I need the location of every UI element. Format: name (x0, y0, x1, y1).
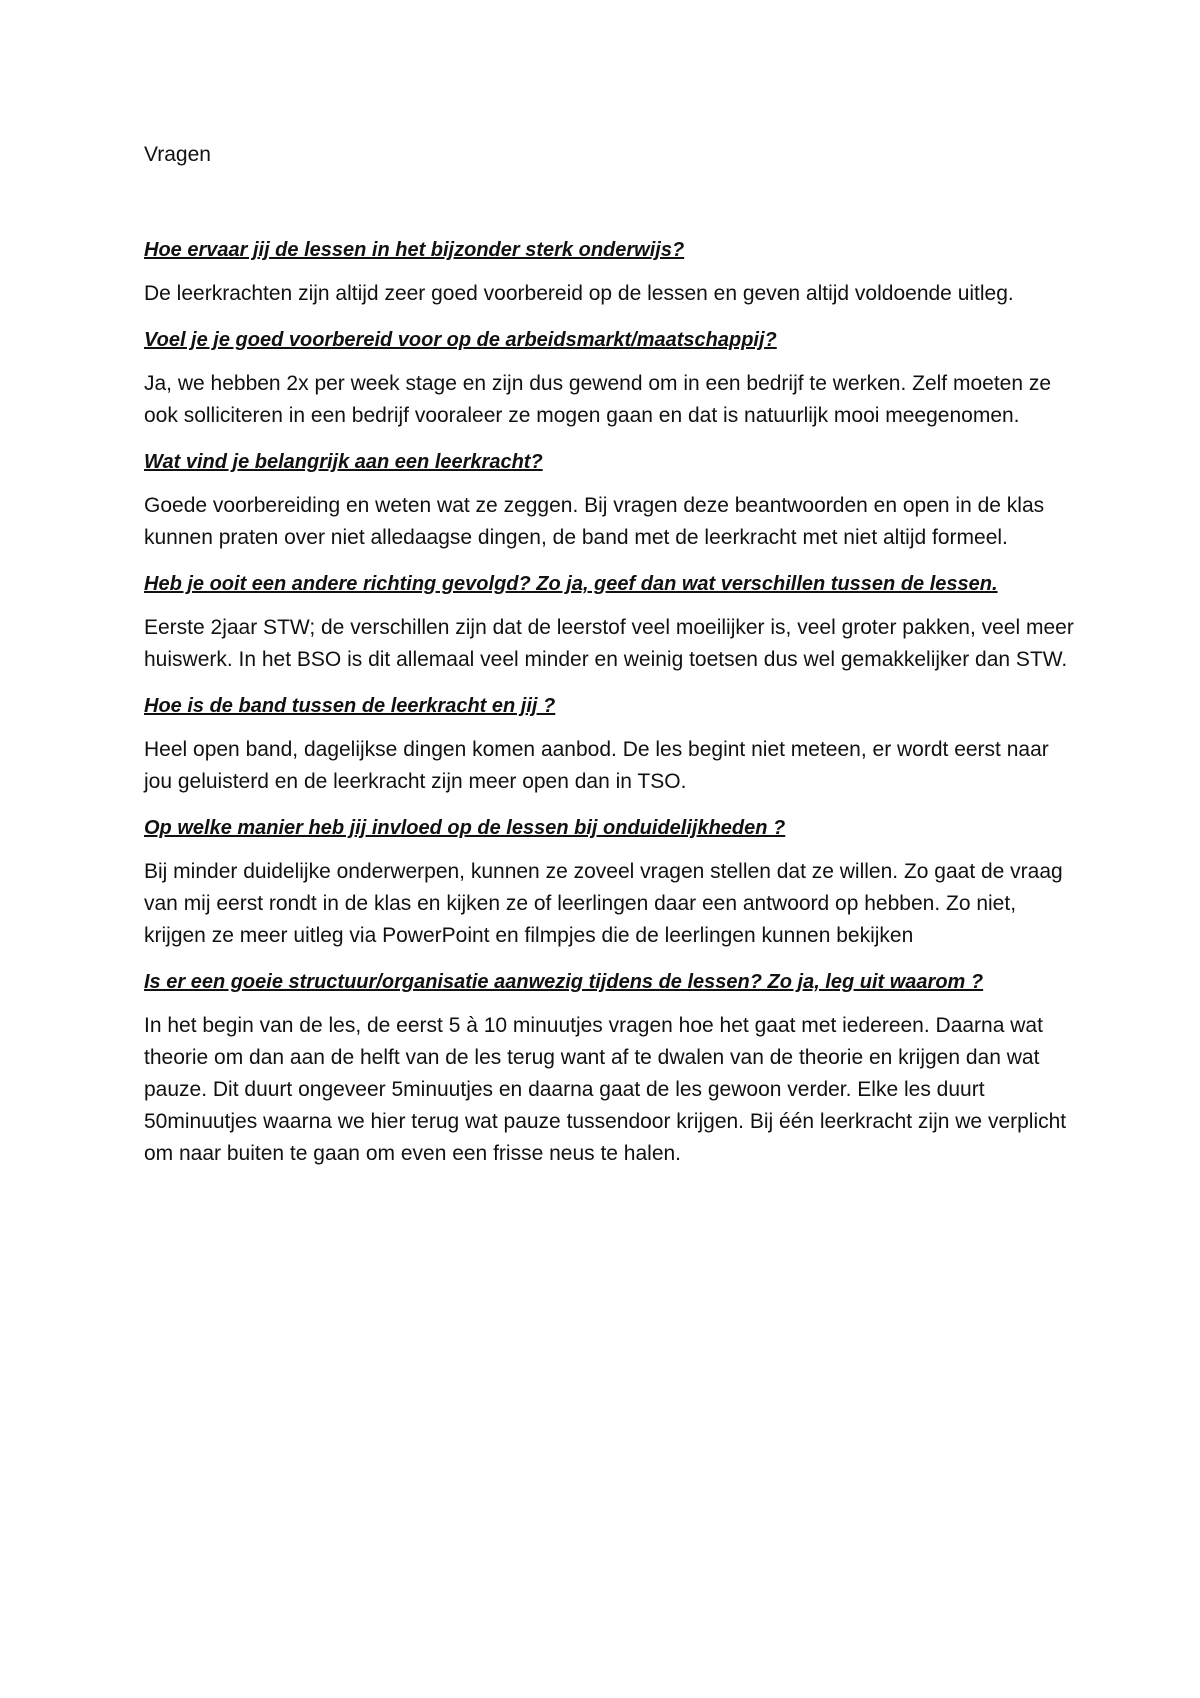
question-3: Wat vind je belangrijk aan een leerkracht? (144, 451, 543, 473)
qa-block-2 (144, 326, 1074, 432)
qa-block-6 (144, 814, 1074, 952)
answer-7: In het begin van de les, de eerst 5 à 10 minuutjes vragen hoe het gaat met iedereen. Daarna wat theorie om dan aan de helft van de les terug want af te dwalen van de theorie en krijgen dan wat pauze. Dit duurt ongeveer 5minuutjes en daarna gaat de les gewoon verder. Elke les duurt 50minuutjes waarna we hier terug wat pauze tussendoor krijgen. Bij één leerkracht zijn we verplicht om naar buiten te gaan om even een frisse neus te halen. (144, 1014, 1067, 1165)
question-6: Op welke manier heb jij invloed op de lessen bij onduidelijkheden ? (144, 817, 786, 839)
question-2: Voel je je goed voorbereid voor op de arbeidsmarkt/maatschappij? (144, 329, 777, 351)
qa-block-4 (144, 570, 1074, 676)
document-page (144, 140, 1074, 1186)
answer-3: Goede voorbereiding en weten wat ze zeggen. Bij vragen deze beantwoorden en open in de klas kunnen praten over niet alledaagse dingen, de band met de leerkracht met niet altijd formeel. (144, 494, 1045, 549)
answer-2: Ja, we hebben 2x per week stage en zijn dus gewend om in een bedrijf te werken. Zelf moeten ze ook solliciteren in een bedrijf vooraleer ze mogen gaan en dat is natuurlijk mooi meegenomen. (144, 372, 1052, 427)
answer-5: Heel open band, dagelijkse dingen komen aanbod. De les begint niet meteen, er wordt eerst naar jou geluisterd en de leerkracht zijn meer open dan in TSO. (144, 738, 1049, 793)
question-4: Heb je ooit een andere richting gevolgd? Zo ja, geef dan wat verschillen tussen de lessen. (144, 573, 998, 595)
question-7: Is er een goeie structuur/organisatie aanwezig tijdens de lessen? Zo ja, leg uit waarom ? (144, 971, 984, 993)
qa-block-5 (144, 692, 1074, 798)
question-1: Hoe ervaar jij de lessen in het bijzonder sterk onderwijs? (144, 239, 685, 261)
answer-6: Bij minder duidelijke onderwerpen, kunnen ze zoveel vragen stellen dat ze willen. Zo gaat de vraag van mij eerst rondt in de klas en kijken ze of leerlingen daar een antwoord op hebben. Zo niet, krijgen ze meer uitleg via PowerPoint en filmpjes die de leerlingen kunnen bekijken (144, 860, 1063, 947)
qa-block-3 (144, 448, 1074, 554)
qa-block-1 (144, 236, 1074, 310)
answer-1: De leerkrachten zijn altijd zeer goed voorbereid op de lessen en geven altijd voldoende uitleg. (144, 282, 1014, 305)
answer-4: Eerste 2jaar STW; de verschillen zijn dat de leerstof veel moeilijker is, veel groter pakken, veel meer huiswerk. In het BSO is dit allemaal veel minder en weinig toetsen dus wel gemakkelijker dan STW. (144, 616, 1074, 671)
document-title: Vragen (144, 143, 211, 166)
question-5: Hoe is de band tussen de leerkracht en jij ? (144, 695, 556, 717)
qa-block-7 (144, 968, 1074, 1170)
